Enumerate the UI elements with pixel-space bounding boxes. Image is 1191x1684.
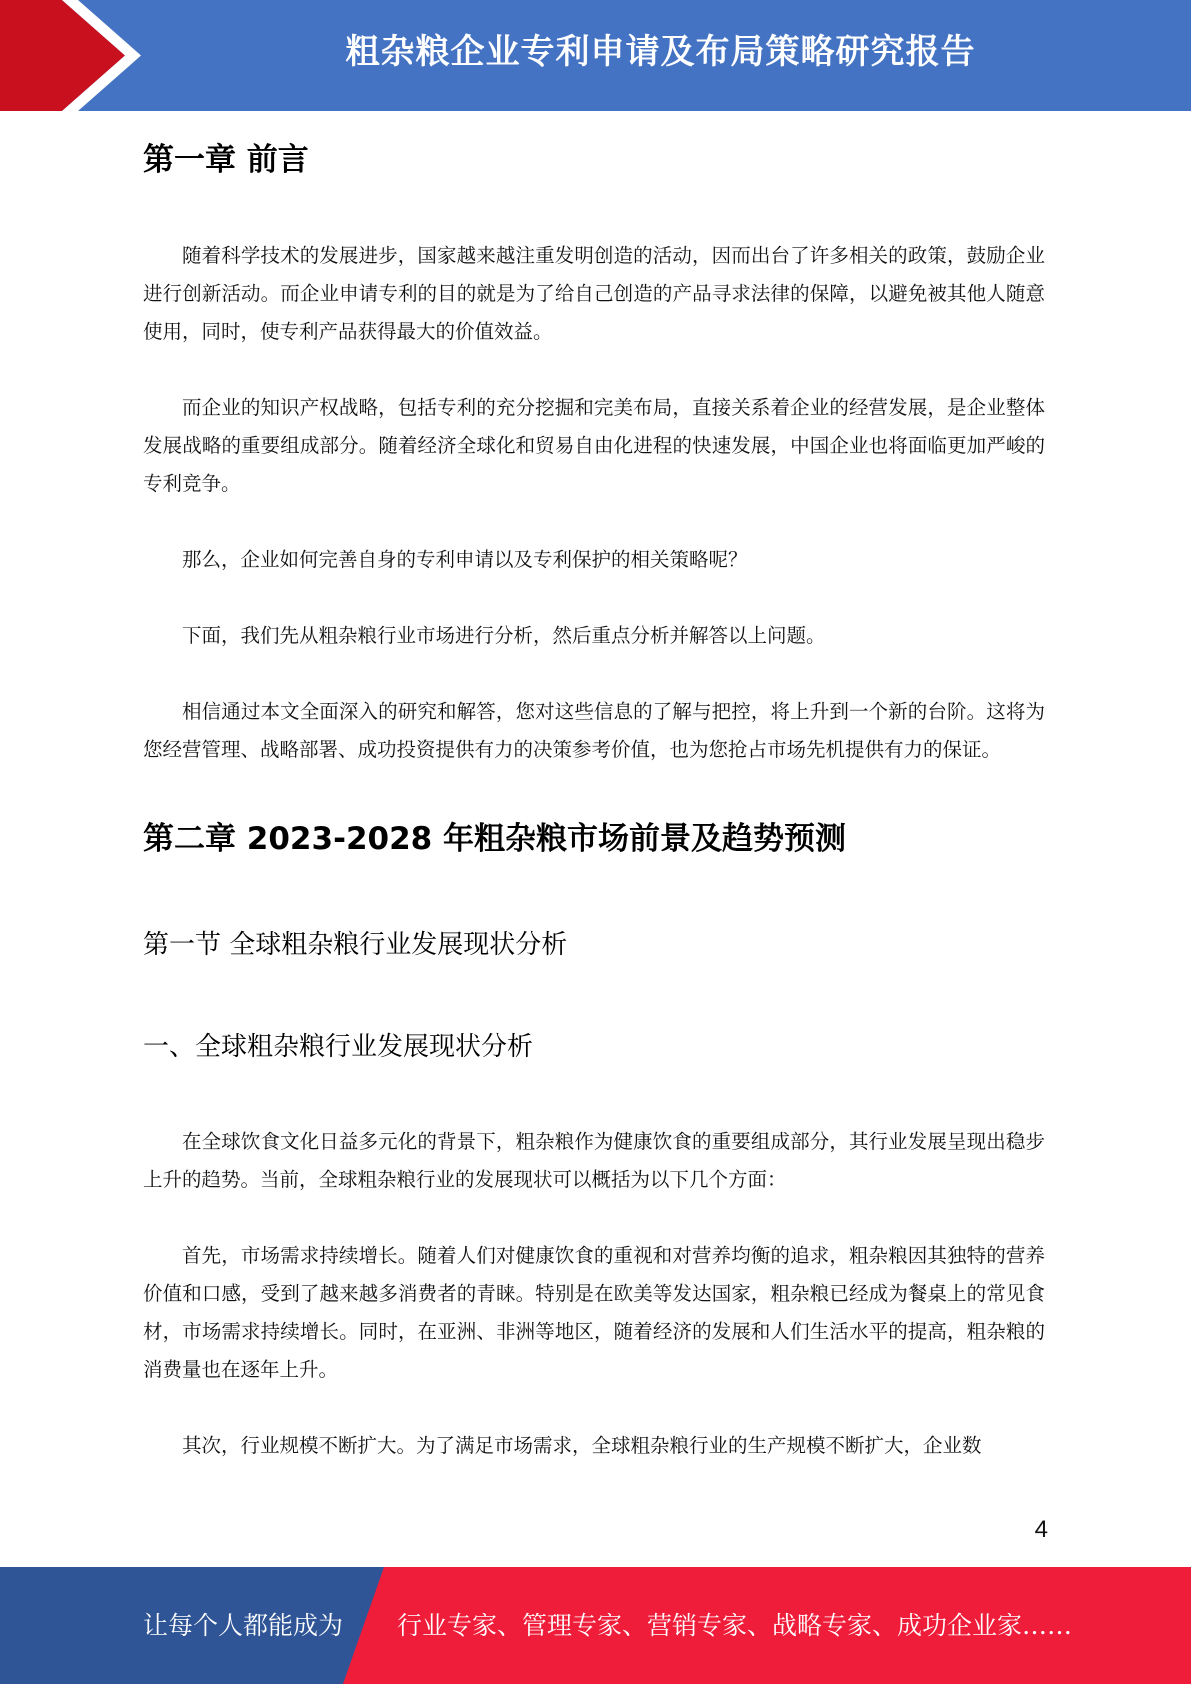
header-banner — [0, 0, 1191, 111]
footer-slogan-right: 行业专家、管理专家、营销专家、战略专家、成功企业家…… — [397, 1611, 1073, 1640]
subsection-heading: 一、全球粗杂粮行业发展现状分析 — [143, 1032, 534, 1062]
paragraph: 相信通过本文全面深入的研究和解答，您对这些信息的了解与把控，将上升到一个新的台阶。这将为您经营管理、战略部署、成功投资提供有力的决策参考价值，也为您抢占市场先机提供有力的保证。 — [143, 700, 1045, 761]
page-number: 4 — [1034, 1516, 1048, 1543]
paragraph: 在全球饮食文化日益多元化的背景下，粗杂粮作为健康饮食的重要组成部分，其行业发展呈现出稳步上升的趋势。当前，全球粗杂粮行业的发展现状可以概括为以下几个方面： — [143, 1130, 1045, 1191]
chevron-arrow-icon — [0, 0, 160, 111]
footer-banner — [0, 1567, 1191, 1684]
paragraph: 首先，市场需求持续增长。随着人们对健康饮食的重视和对营养均衡的追求，粗杂粮因其独特的营养价值和口感，受到了越来越多消费者的青睐。特别是在欧美等发达国家，粗杂粮已经成为餐桌上的常见食材，市场需求持续增长。同时，在亚洲、非洲等地区，随着经济的发展和人们生活水平的提高，粗杂粮的消费量也在逐年上升。 — [143, 1244, 1045, 1381]
paragraph: 其次，行业规模不断扩大。为了满足市场需求，全球粗杂粮行业的生产规模不断扩大，企业数 — [182, 1434, 982, 1457]
page-content — [143, 130, 1045, 1465]
report-title: 粗杂粮企业专利申请及布局策略研究报告 — [345, 32, 976, 72]
chapter-1-heading: 第一章 前言 — [143, 142, 309, 178]
paragraph: 随着科学技术的发展进步，国家越来越注重发明创造的活动，因而出台了许多相关的政策，鼓励企业进行创新活动。而企业申请专利的目的就是为了给自己创造的产品寻求法律的保障，以避免被其他人随意使用，同时，使专利产品获得最大的价值效益。 — [143, 244, 1045, 343]
footer-slogan-left: 让每个人都能成为 — [143, 1611, 344, 1640]
paragraph: 那么，企业如何完善自身的专利申请以及专利保护的相关策略呢？ — [182, 548, 748, 571]
paragraph: 下面，我们先从粗杂粮行业市场进行分析，然后重点分析并解答以上问题。 — [182, 624, 826, 647]
chapter-2-heading: 第二章 2023-2028 年粗杂粮市场前景及趋势预测 — [143, 821, 847, 857]
paragraph: 而企业的知识产权战略，包括专利的充分挖掘和完美布局，直接关系着企业的经营发展，是企业整体发展战略的重要组成部分。随着经济全球化和贸易自由化进程的快速发展，中国企业也将面临更加严峻的专利竞争。 — [143, 396, 1045, 495]
section-heading: 第一节 全球粗杂粮行业发展现状分析 — [143, 930, 568, 960]
